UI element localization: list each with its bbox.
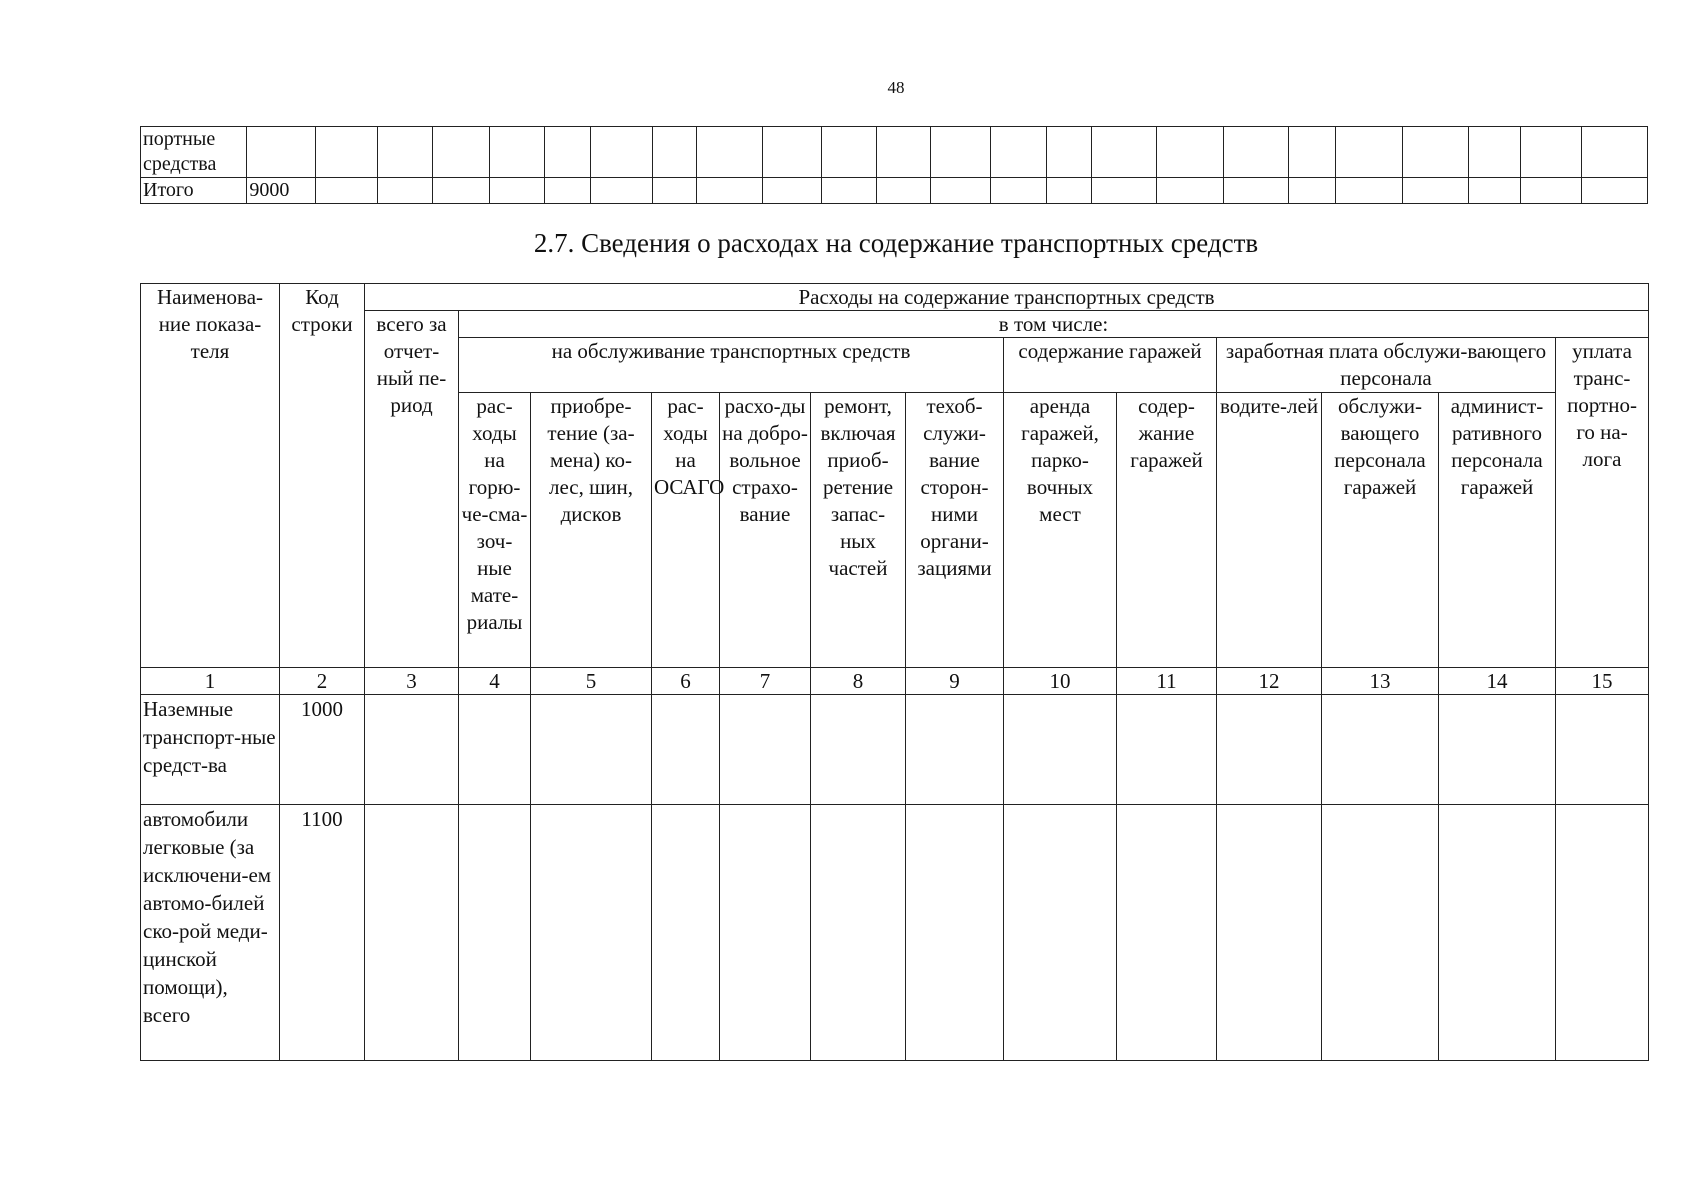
- header-tires-purchase: приобре-тение (за-мена) ко-лес, шин, дисков: [531, 393, 652, 668]
- row-code: 1100: [280, 805, 365, 1061]
- header-repair: ремонт, включая приоб-ретение запас-ных частей: [811, 393, 906, 668]
- transport-expenses-table: [140, 283, 1649, 1061]
- column-number: 2: [280, 668, 365, 695]
- header-row-code: Код строки: [280, 284, 365, 668]
- header-osago: рас-ходы на ОСАГО: [652, 393, 720, 668]
- table-row: [141, 127, 1648, 178]
- column-number: 1: [141, 668, 280, 695]
- header-voluntary-insurance: расхо-ды на добро-вольное страхо-вание: [720, 393, 811, 668]
- header-expenses-group: Расходы на содержание транспортных средств: [365, 284, 1649, 311]
- header-garage-rent: аренда гаражей, парко-вочных мест: [1004, 393, 1117, 668]
- column-number: 7: [720, 668, 811, 695]
- header-transport-tax: уплата транс-портно-го на-лога: [1556, 338, 1649, 668]
- table-row: [141, 695, 1649, 805]
- column-number: 11: [1117, 668, 1217, 695]
- row-label: Итого: [141, 178, 247, 204]
- column-numbers-row: [141, 668, 1649, 695]
- page-number: 48: [887, 78, 905, 97]
- header-salary-group: заработная плата обслужи-вающего персонала: [1217, 338, 1556, 393]
- table-row: [141, 805, 1649, 1061]
- column-number: 4: [459, 668, 531, 695]
- column-number: 14: [1439, 668, 1556, 695]
- row-code: [247, 127, 315, 178]
- section-title: 2.7. Сведения о расходах на содержание транспортных средств: [533, 228, 1259, 258]
- header-drivers: водите-лей: [1217, 393, 1322, 668]
- column-number: 10: [1004, 668, 1117, 695]
- row-code: 9000: [247, 178, 315, 204]
- row-name: автомобили легковые (за исключени-ем автомо-билей ско-рой меди-цинской помощи), всего: [141, 805, 280, 1061]
- row-code: 1000: [280, 695, 365, 805]
- header-garage-group: содержание гаражей: [1004, 338, 1217, 393]
- column-number: 6: [652, 668, 720, 695]
- column-number: 3: [365, 668, 459, 695]
- column-number: 9: [906, 668, 1004, 695]
- header-indicator-name: Наименова-ние показа-теля: [141, 284, 280, 668]
- header-service-group: на обслуживание транспортных средств: [459, 338, 1004, 393]
- header-fuel-costs: рас-ходы на горю-че-сма-зоч-ные мате-риалы: [459, 393, 531, 668]
- header-including: в том числе:: [459, 311, 1649, 338]
- column-number: 12: [1217, 668, 1322, 695]
- header-total-period: всего за отчет-ный пе-риод: [365, 311, 459, 668]
- continued-table: [140, 126, 1648, 204]
- row-name: Наземные транспорт-ные средст-ва: [141, 695, 280, 805]
- table-row: [141, 178, 1648, 204]
- column-number: 13: [1322, 668, 1439, 695]
- row-label: портные средства: [141, 127, 247, 178]
- column-number: 15: [1556, 668, 1649, 695]
- header-garage-keeping: содер-жание гаражей: [1117, 393, 1217, 668]
- header-service-staff: обслужи-вающего персонала гаражей: [1322, 393, 1439, 668]
- header-admin-staff: админист-ративного персонала гаражей: [1439, 393, 1556, 668]
- column-number: 5: [531, 668, 652, 695]
- column-number: 8: [811, 668, 906, 695]
- header-third-party-service: техоб-служи-вание сторон-ними органи-зациями: [906, 393, 1004, 668]
